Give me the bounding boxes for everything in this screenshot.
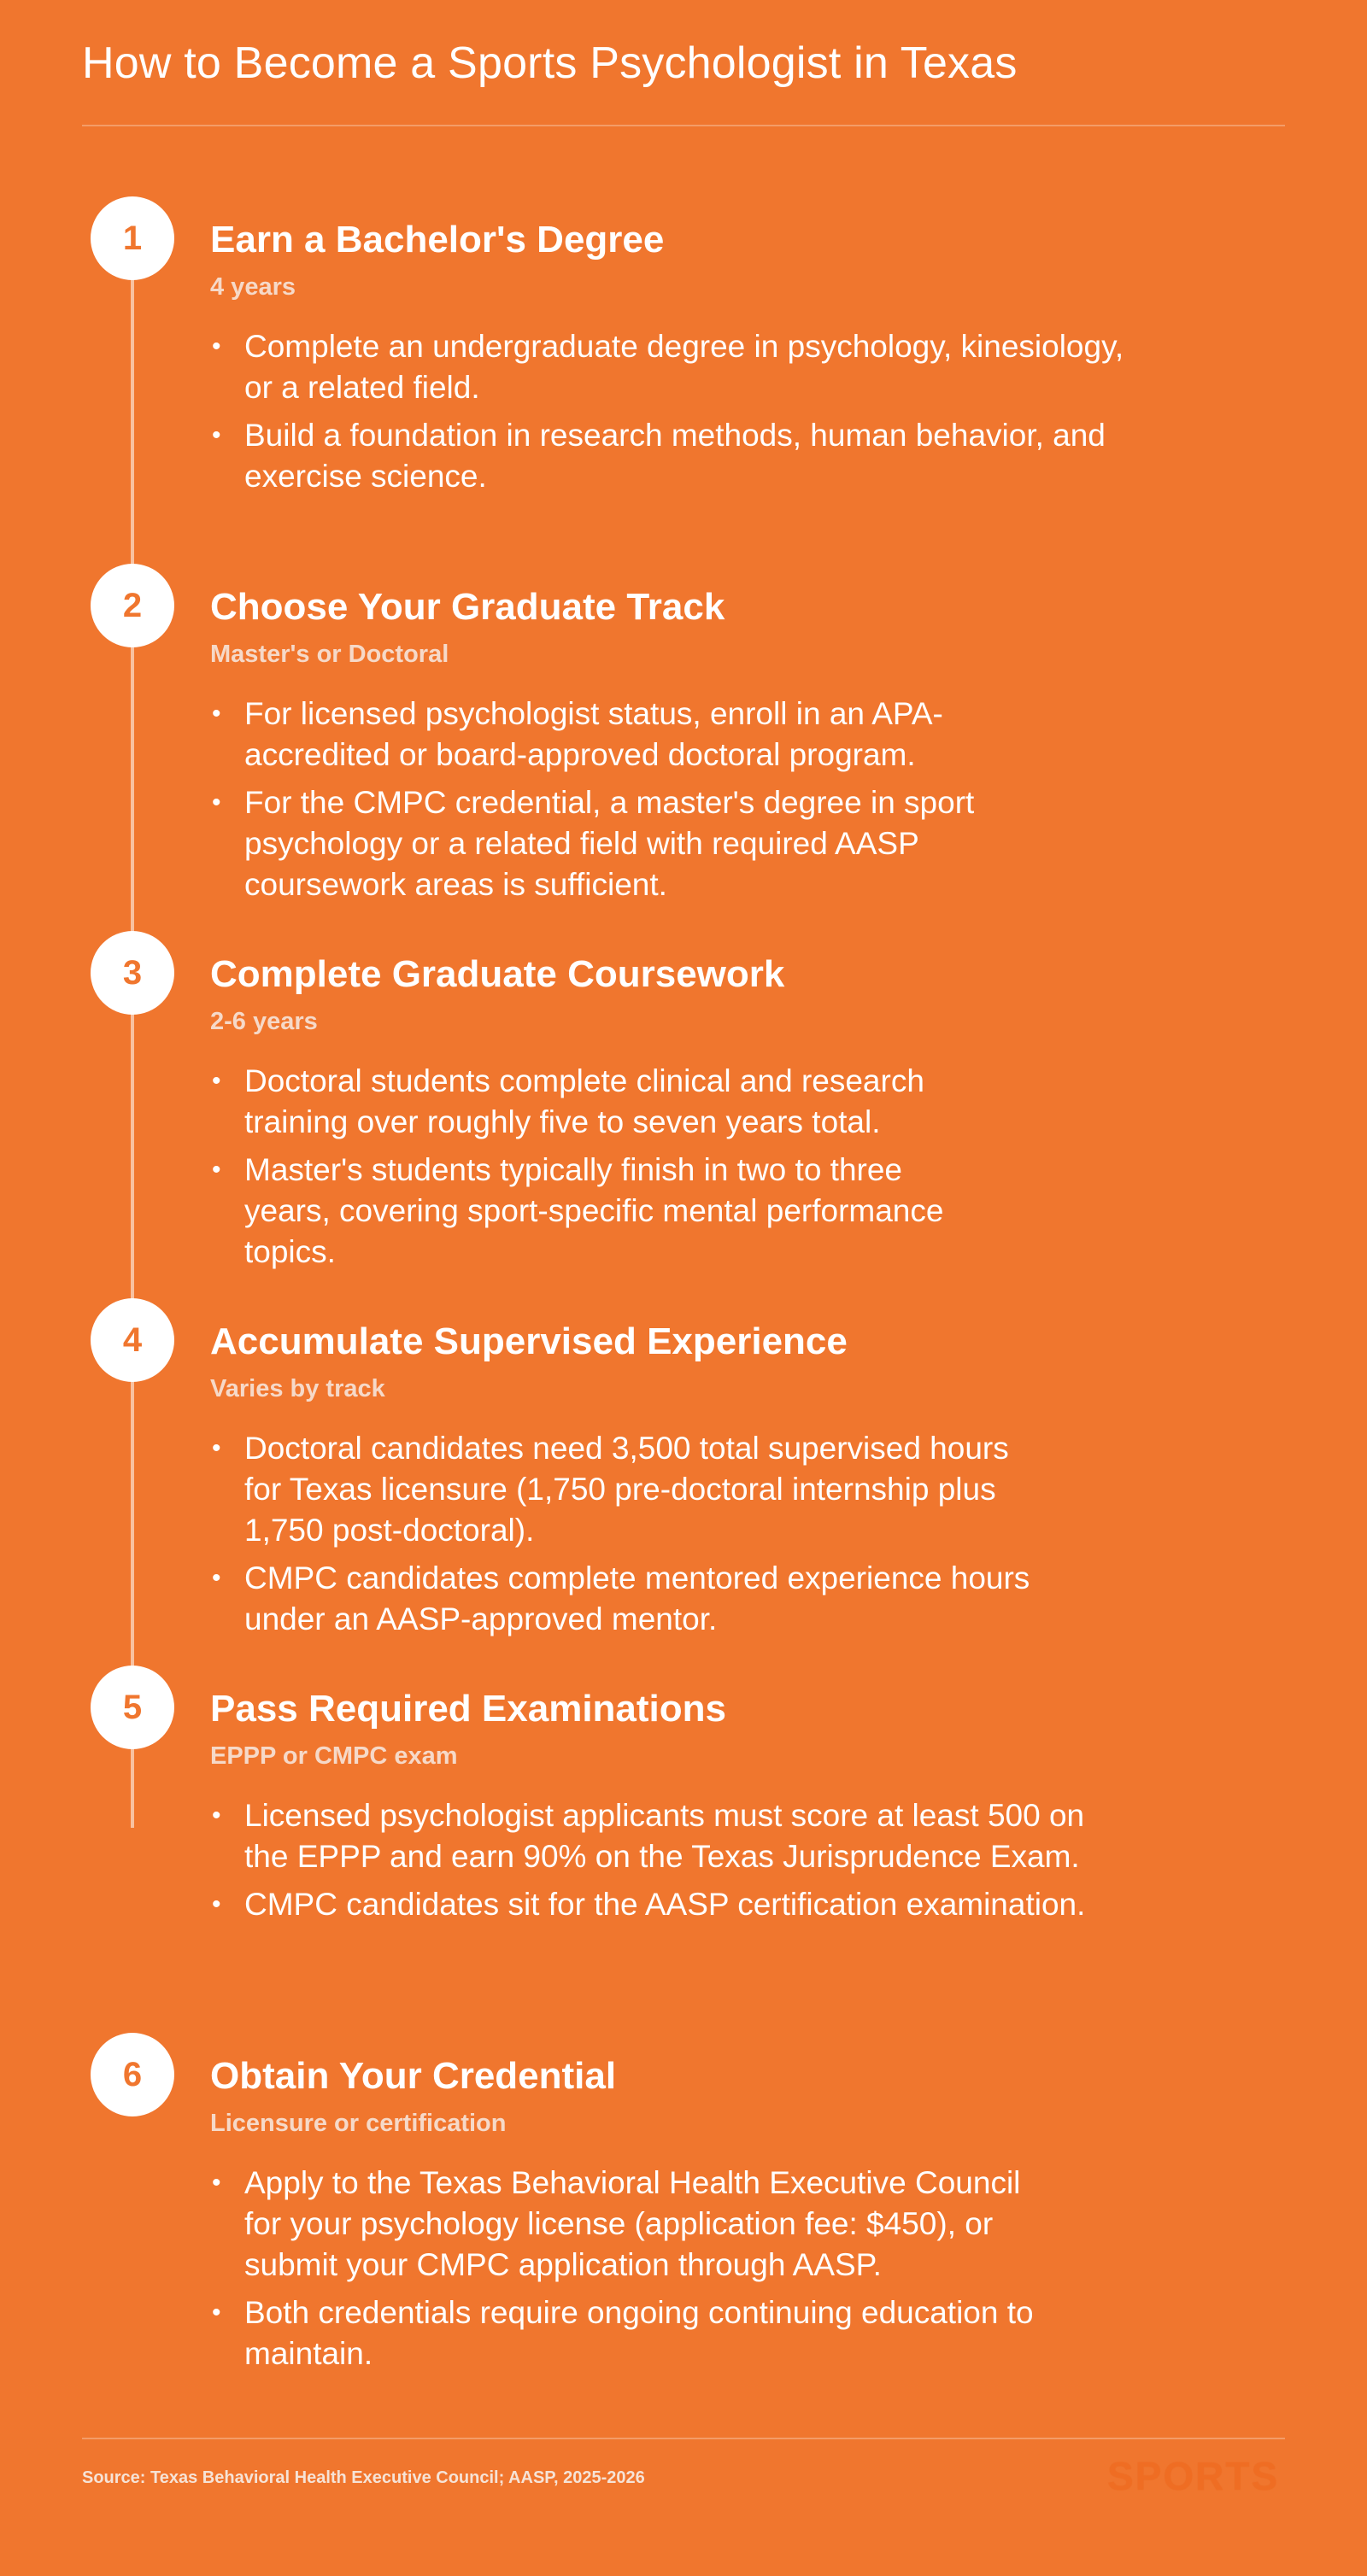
bullet-item: • Build a foundation in research methods, human behavior, and exercise science. [210,415,1133,497]
step-title: Choose Your Graduate Track [210,586,725,628]
step-title: Accumulate Supervised Experience [210,1320,848,1362]
bullet-item: • Doctoral candidates need 3,500 total supervised hours for Texas licensure (1,750 pre-doctoral internship plus 1,750 post-doctoral). [210,1428,1047,1551]
step-number-badge: 3 [91,931,174,1015]
step-duration: Varies by track [210,1375,385,1402]
step-title: Obtain Your Credential [210,2055,617,2097]
page-title: How to Become a Sports Psychologist in Texas [82,38,1018,88]
step-bullets [210,326,1133,504]
header-divider [82,125,1285,126]
bullet-item: • Apply to the Texas Behavioral Health Executive Council for your psychology license (application fee: $450), or submit your CMPC application through AASP. [210,2163,1065,2286]
bullet-item: • Licensed psychologist applicants must score at least 500 on the EPPP and earn 90% on the Texas Jurisprudence Exam. [210,1795,1116,1877]
step-duration: EPPP or CMPC exam [210,1742,458,1770]
bullet-item: • Master's students typically finish in two to three years, covering sport-specific mental performance topics. [210,1150,962,1273]
bullet-item: • Doctoral students complete clinical and research training over roughly five to seven years total. [210,1061,962,1143]
step-duration: 4 years [210,273,296,301]
step-duration: Licensure or certification [210,2110,507,2137]
bullet-item: • Both credentials require ongoing continuing education to maintain. [210,2292,1065,2374]
bullet-item: • Complete an undergraduate degree in psychology, kinesiology, or a related field. [210,326,1133,408]
brand-logo: SPORTS [1107,2454,1280,2498]
step-bullets [210,1795,1116,1932]
step-title: Pass Required Examinations [210,1688,726,1730]
step-number-badge: 5 [91,1666,174,1749]
step-duration: Master's or Doctoral [210,641,449,668]
step-title: Earn a Bachelor's Degree [210,219,665,261]
step-bullets [210,1428,1047,1647]
bullet-item: • For licensed psychologist status, enroll in an APA-accredited or board-approved doctoral program. [210,694,1030,776]
step-bullets [210,694,1030,912]
step-duration: 2-6 years [210,1008,318,1035]
step-bullets [210,1061,962,1279]
step-title: Complete Graduate Coursework [210,953,785,995]
step-number-badge: 2 [91,564,174,647]
step-bullets [210,2163,1065,2381]
step-number-badge: 1 [91,196,174,280]
bullet-item: • CMPC candidates sit for the AASP certification examination. [210,1884,1116,1925]
source-note: Source: Texas Behavioral Health Executive Council; AASP, 2025-2026 [82,2468,645,2487]
footer-divider [82,2438,1285,2439]
step-number-badge: 4 [91,1298,174,1382]
timeline-line [131,239,134,1828]
bullet-item: • CMPC candidates complete mentored experience hours under an AASP-approved mentor. [210,1558,1047,1640]
bullet-item: • For the CMPC credential, a master's degree in sport psychology or a related field with required AASP coursework areas is sufficient. [210,782,1030,905]
step-number-badge: 6 [91,2033,174,2116]
